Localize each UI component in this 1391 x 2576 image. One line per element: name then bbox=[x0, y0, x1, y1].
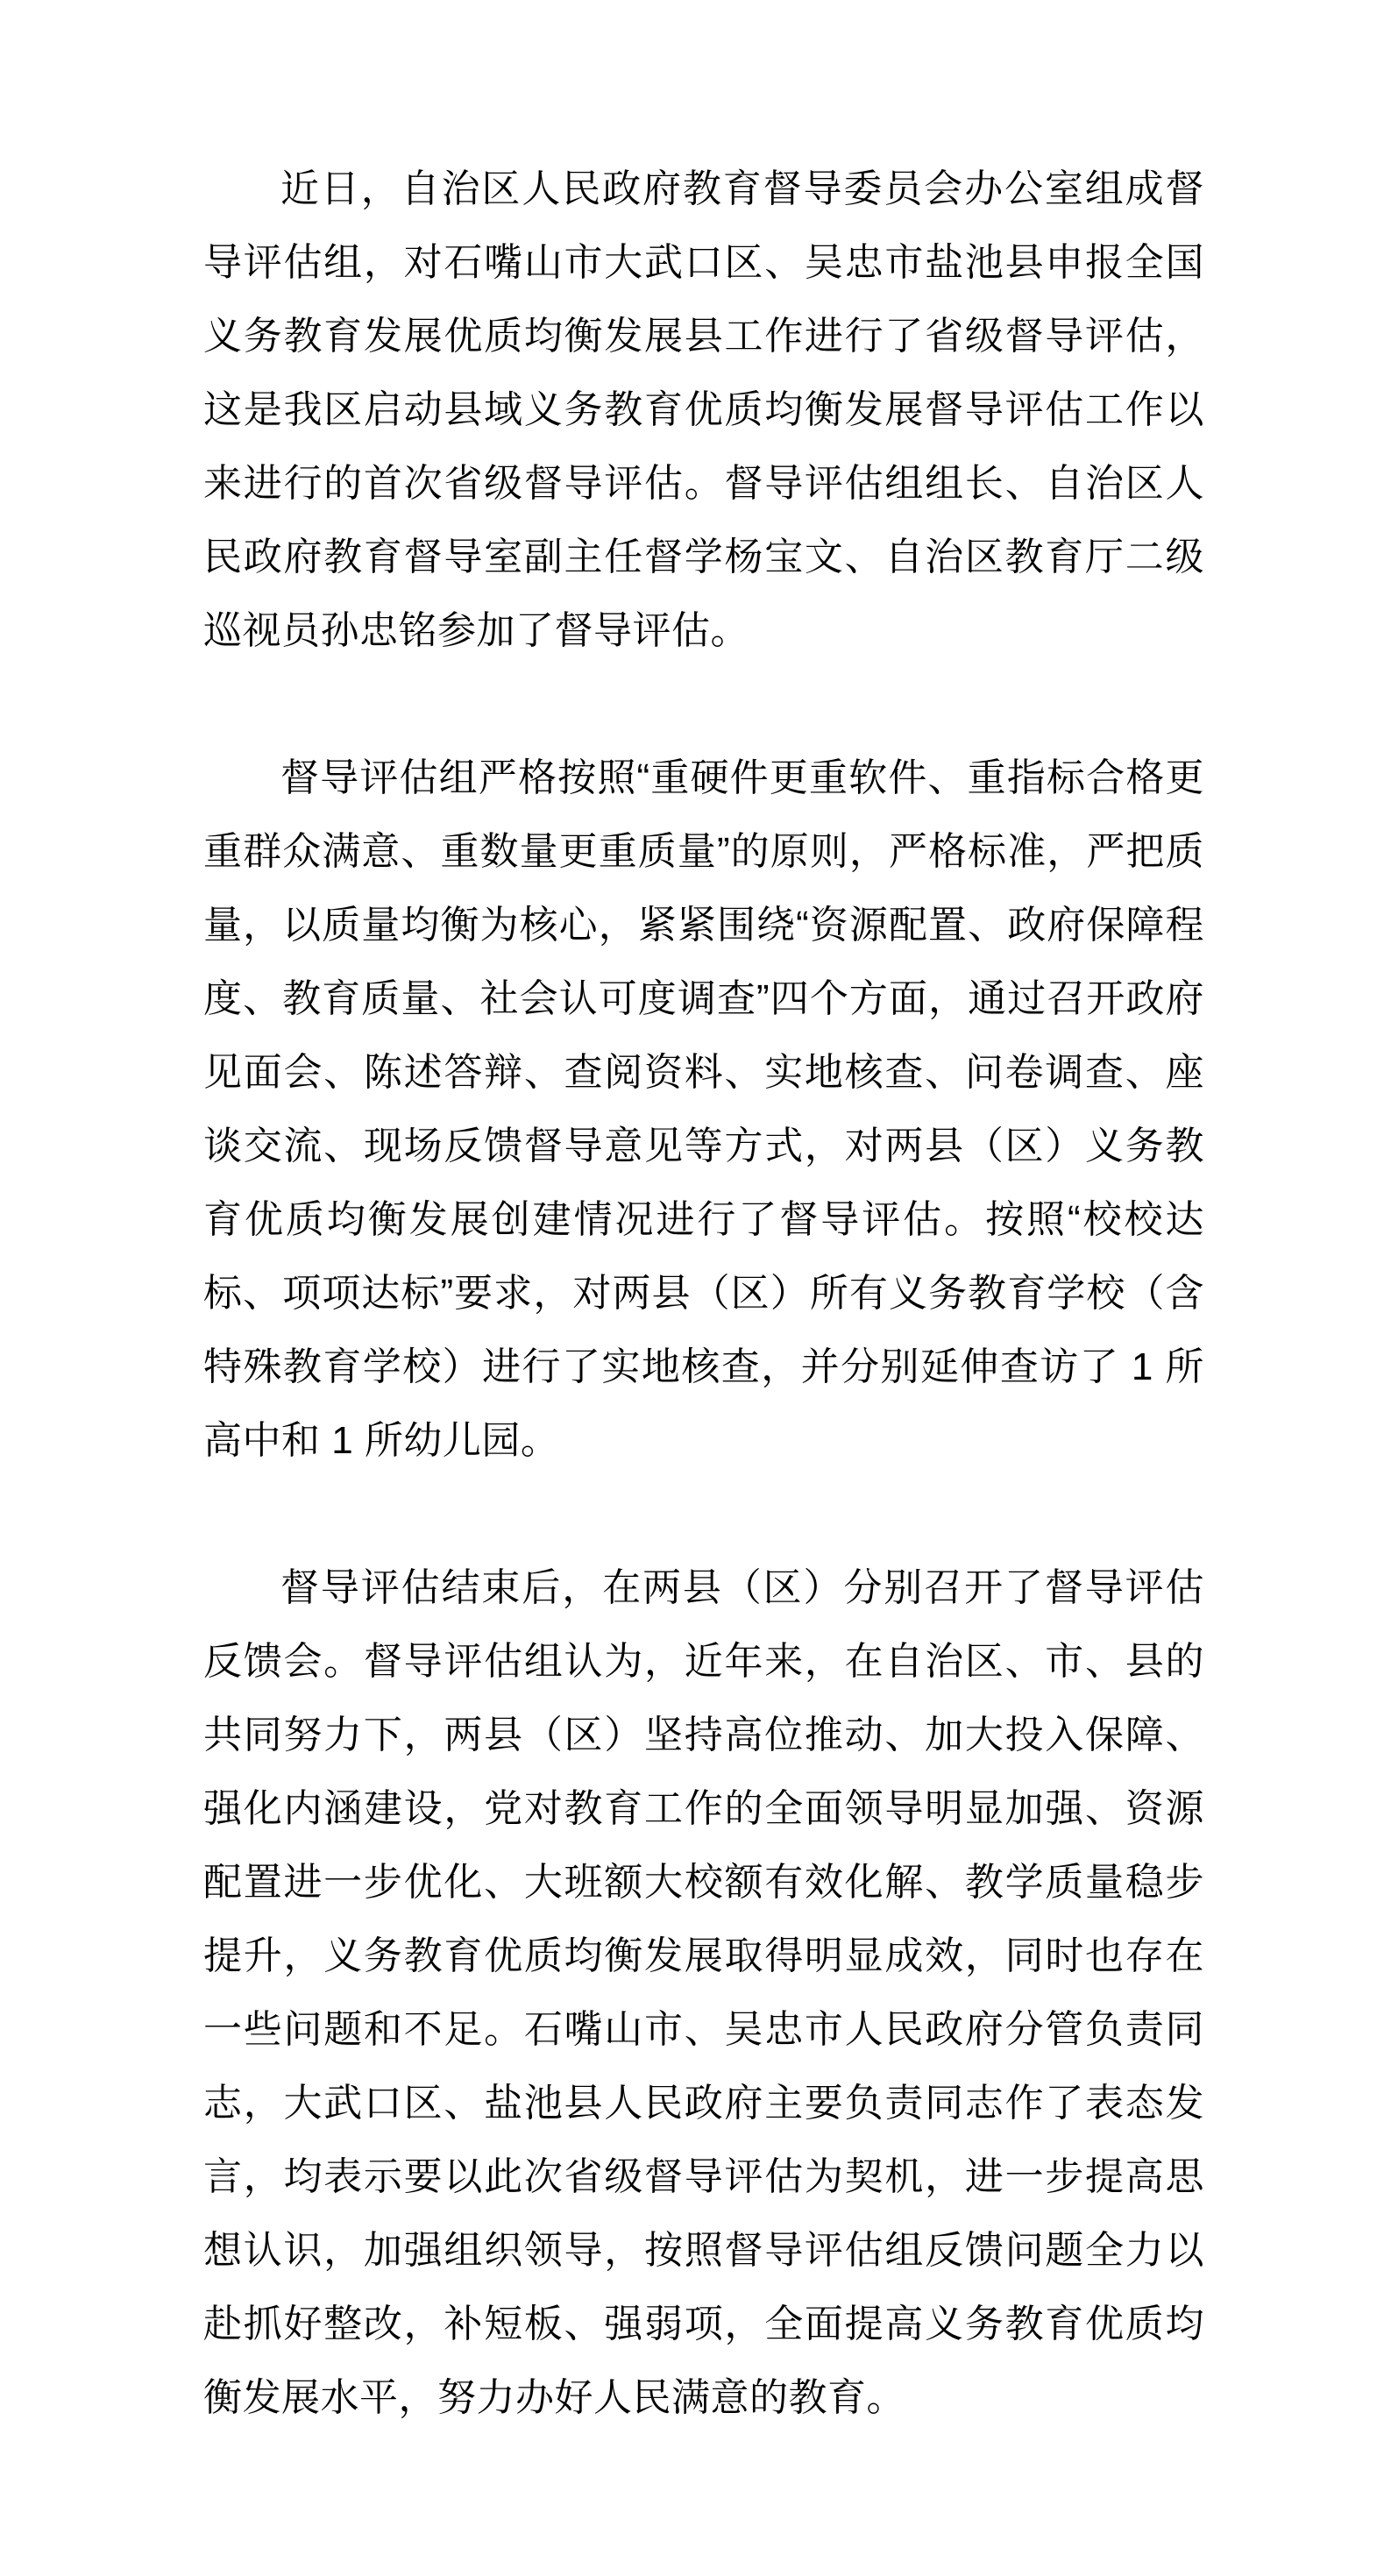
paragraph-2: 督导评估组严格按照“重硬件更重软件、重指标合格更重群众满意、重数量更重质量”的原则，严格标准，严把质量，以质量均衡为核心，紧紧围绕“资源配置、政府保障程度、教育质量、社会认可度调查”四个方面，通过召开政府见面会、陈述答辩、查阅资料、实地核查、问卷调查、座谈交流、现场反馈督导意见等方式，对两县（区）义务教育优质均衡发展创建情况进行了督导评估。按照“校校达标、项项达标”要求，对两县（区）所有义务教育学校（含特殊教育学校）进行了实地核查，并分别延伸查访了 1 所高中和 1 所幼儿园。 bbox=[203, 756, 1204, 1462]
paragraph-3: 督导评估结束后，在两县（区）分别召开了督导评估反馈会。督导评估组认为，近年来，在自治区、市、县的共同努力下，两县（区）坚持高位推动、加大投入保障、强化内涵建设，党对教育工作的全面领导明显加强、资源配置进一步优化、大班额大校额有效化解、教学质量稳步提升，义务教育优质均衡发展取得明显成效，同时也存在一些问题和不足。石嘴山市、吴忠市人民政府分管负责同志，大武口区、盐池县人民政府主要负责同志作了表态发言，均表示要以此次省级督导评估为契机，进一步提高思想认识，加强组织领导，按照督导评估组反馈问题全力以赴抓好整改，补短板、强弱项，全面提高义务教育优质均衡发展水平，努力办好人民满意的教育。 bbox=[203, 1566, 1204, 2419]
paragraph-1: 近日，自治区人民政府教育督导委员会办公室组成督导评估组，对石嘴山市大武口区、吴忠市盐池县申报全国义务教育发展优质均衡发展县工作进行了省级督导评估，这是我区启动县域义务教育优质均衡发展督导评估工作以来进行的首次省级督导评估。督导评估组组长、自治区人民政府教育督导室副主任督学杨宝文、自治区教育厅二级巡视员孙忠铭参加了督导评估。 bbox=[203, 167, 1204, 652]
